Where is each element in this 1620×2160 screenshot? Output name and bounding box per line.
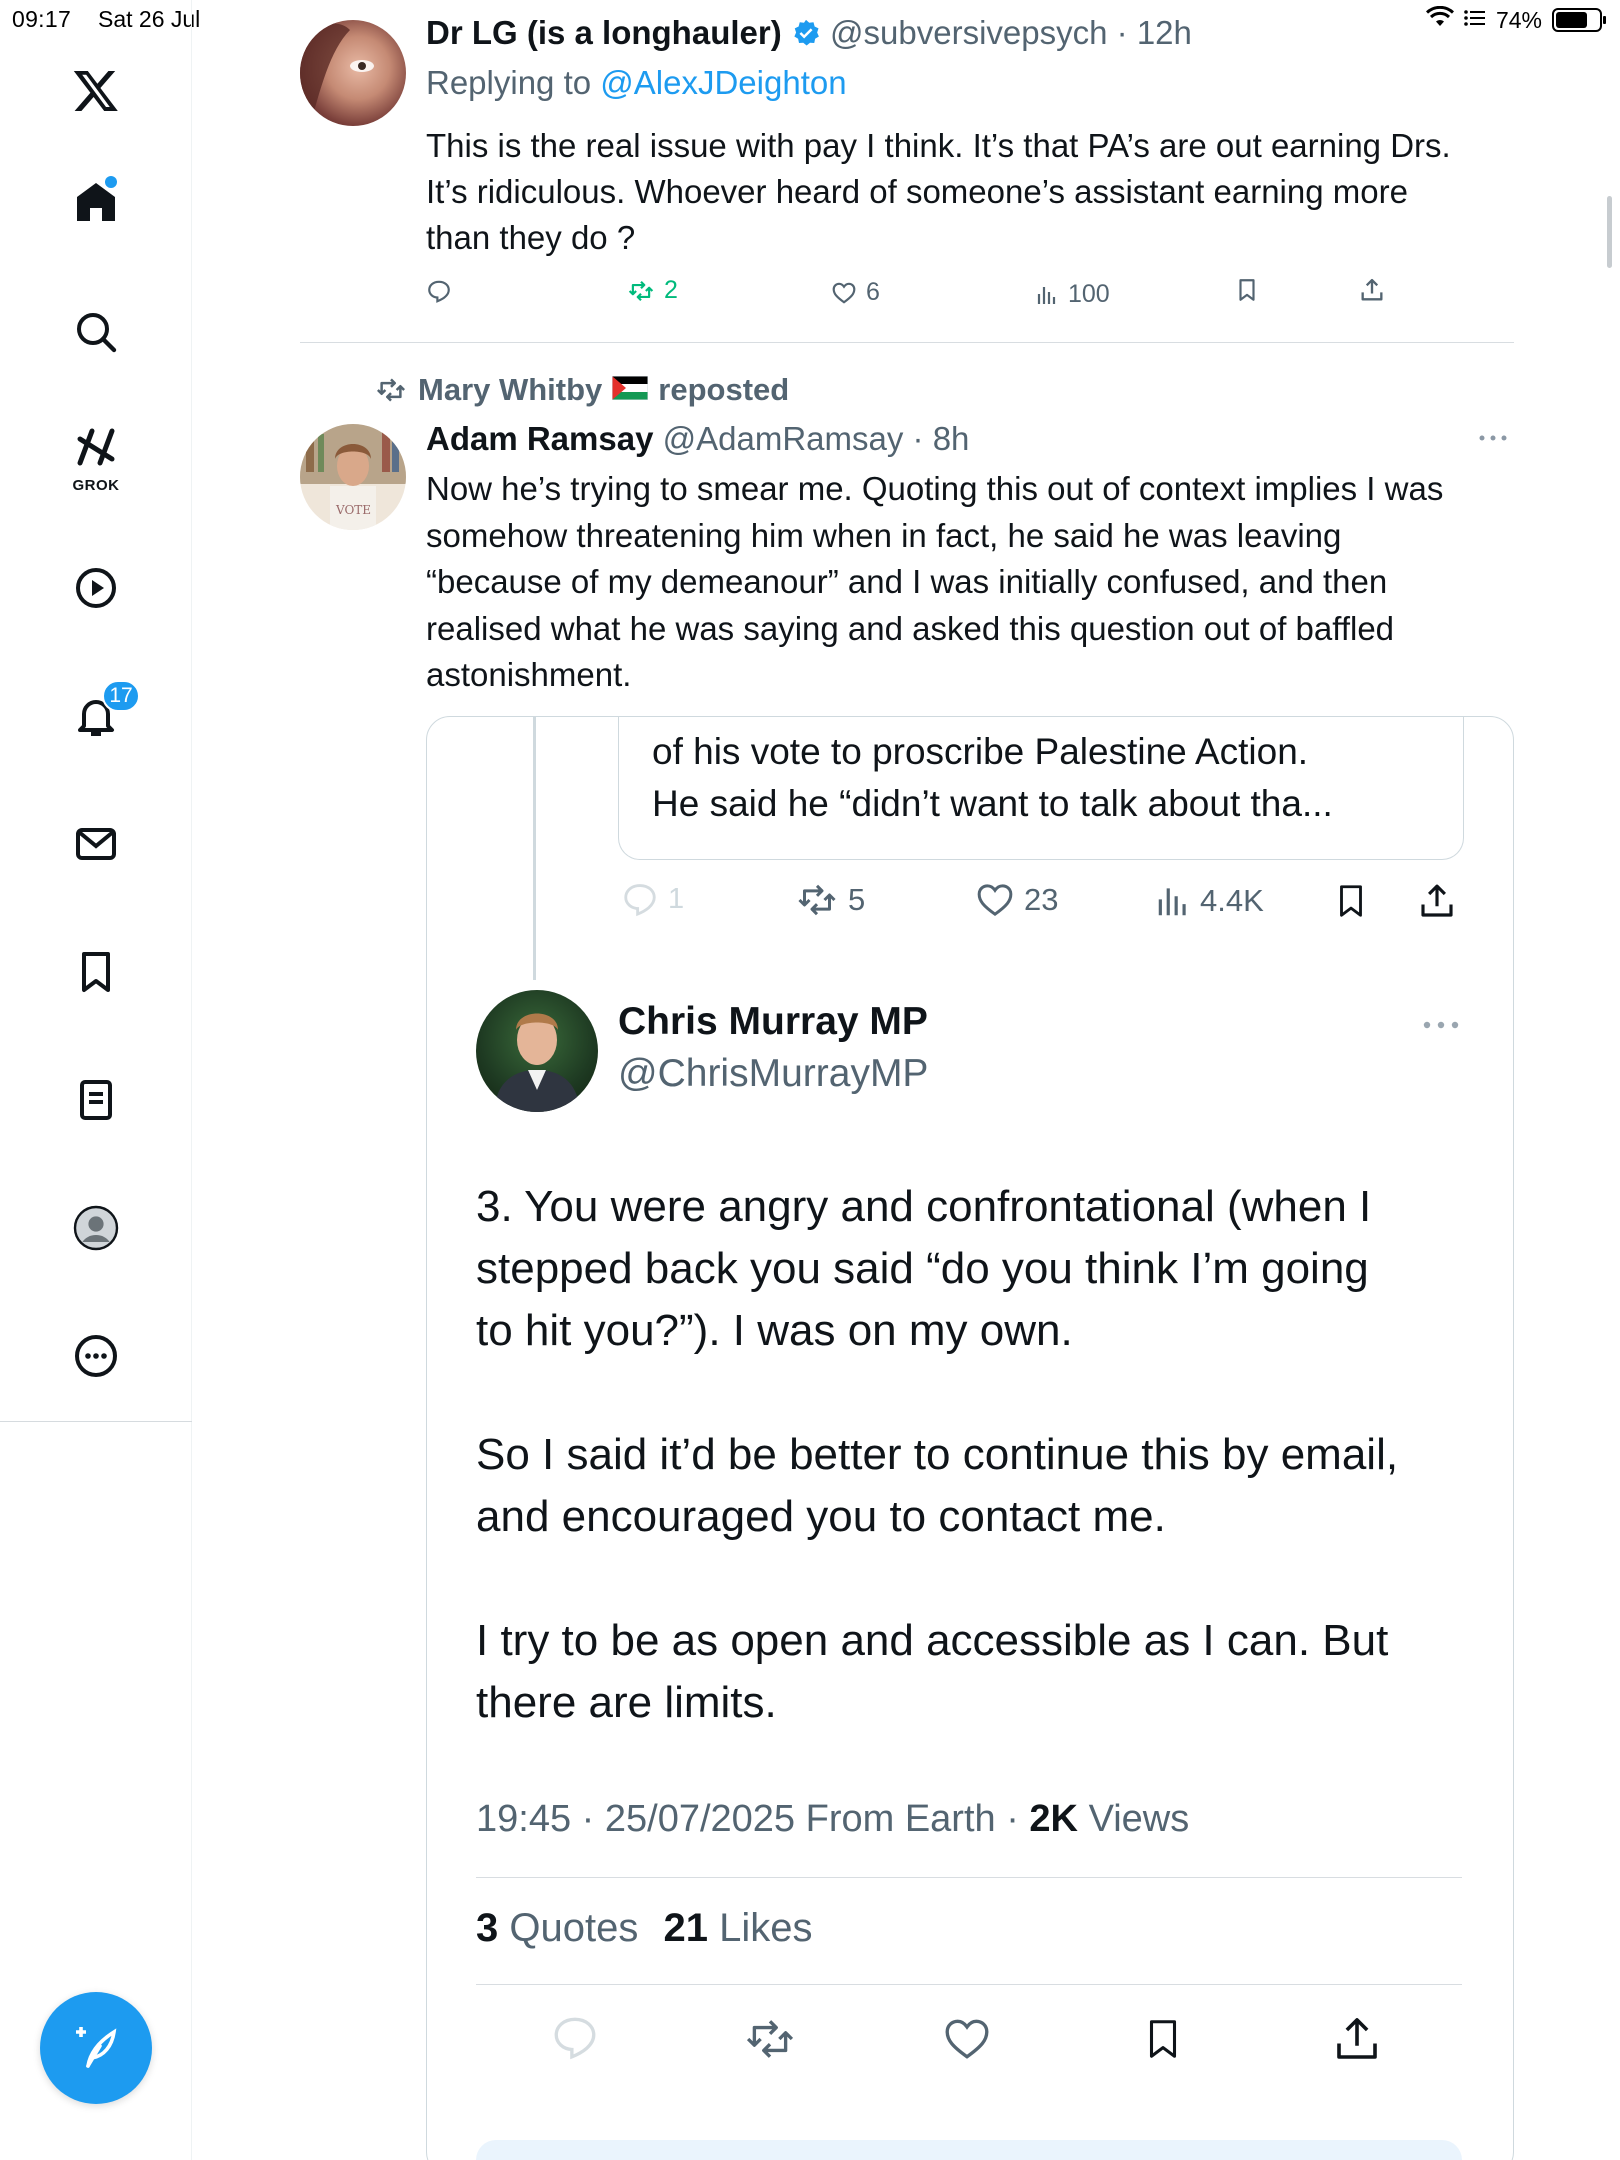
quoted-text-line: He said he “didn’t want to talk about tha... — [652, 783, 1333, 824]
reposted-by-name[interactable]: Mary Whitby — [418, 372, 603, 407]
list-document-icon — [72, 1076, 120, 1124]
tweet-text-line: astonishment. — [426, 656, 632, 693]
list-icon — [1464, 7, 1486, 34]
likes-link[interactable] — [663, 1906, 812, 1950]
nav-profile[interactable] — [58, 1190, 134, 1266]
quoted-timestamp[interactable]: 19:45 · 25/07/2025 From Earth · — [476, 1798, 1019, 1840]
views-button[interactable] — [1154, 882, 1264, 920]
like-button[interactable] — [830, 278, 880, 307]
bookmark-icon — [1234, 276, 1260, 304]
nav-explore[interactable] — [58, 294, 134, 370]
replying-prefix: Replying to — [426, 64, 592, 101]
nav-more[interactable] — [58, 1318, 134, 1394]
repost-icon — [374, 375, 408, 405]
tweet-time[interactable]: · 12h — [1116, 14, 1192, 51]
more-options-button[interactable] — [1422, 1018, 1460, 1036]
quoted-text-line: So I said it’d be better to continue this by email, — [476, 1430, 1399, 1479]
nav-messages[interactable] — [58, 806, 134, 882]
repost-icon — [740, 2014, 800, 2064]
quoted-views-count: 2K — [1029, 1798, 1078, 1840]
avatar[interactable] — [300, 20, 406, 126]
quoted-author-name — [618, 1000, 928, 1044]
reply-button[interactable] — [548, 2012, 602, 2062]
quotes-link[interactable] — [476, 1906, 638, 1950]
repost-icon — [794, 880, 840, 920]
quotes-count: 3 — [476, 1906, 499, 1950]
tweet-text — [426, 466, 1443, 699]
tweet-text-line: somehow threatening him when in fact, he said he was leaving — [426, 516, 1342, 554]
notification-badge: 17 — [102, 680, 140, 712]
scrollbar[interactable] — [1607, 196, 1612, 268]
quoted-author-handle-row — [618, 1052, 928, 1096]
reply-button[interactable] — [620, 880, 684, 918]
author-handle[interactable]: @subversivepsych — [830, 14, 1108, 51]
tweet-text-line: “because of my demeanour” and I was initially confused, and then — [426, 563, 1388, 600]
tweet-text-line: Now he’s trying to smear me. Quoting this out of context implies I was — [426, 470, 1444, 507]
quoted-meta — [476, 1798, 1189, 1841]
tweet-text-line: than they do ? — [426, 219, 636, 256]
reply-icon — [426, 278, 452, 304]
reply-count: 1 — [668, 882, 685, 915]
quoted-parent-text — [652, 726, 1333, 830]
quoted-paragraph — [476, 1610, 1388, 1734]
nav-bookmarks[interactable] — [58, 934, 134, 1010]
tweet-text-line: It’s ridiculous. Whoever heard of someone’s assistant earning more — [426, 173, 1408, 210]
views-icon — [1034, 283, 1060, 307]
quoted-text-line: stepped back you said “do you think I’m going — [476, 1244, 1369, 1293]
quoted-text-line: to hit you?”). I was on my own. — [476, 1306, 1073, 1355]
heart-icon — [940, 2014, 994, 2064]
more-circle-icon — [72, 1332, 120, 1380]
author-name[interactable]: Chris Murray MP — [618, 1000, 928, 1043]
more-horizontal-icon — [1422, 1019, 1460, 1031]
quoted-text-line: I try to be as open and accessible as I can. But — [476, 1616, 1389, 1665]
tweet-text-line: This is the real issue with pay I think. It’s that PA’s are out earning Drs. — [426, 127, 1451, 164]
battery-icon — [1552, 8, 1602, 32]
status-time: 09:17 — [12, 6, 72, 32]
reply-button[interactable] — [426, 278, 452, 304]
compose-feather-icon — [72, 2024, 120, 2072]
sidebar — [0, 0, 192, 2160]
grok-icon — [72, 423, 120, 471]
heart-icon — [830, 280, 858, 306]
quotes-label: Quotes — [509, 1906, 639, 1950]
like-count: 23 — [1024, 882, 1059, 917]
x-logo-icon[interactable] — [58, 52, 134, 128]
views-icon — [1154, 882, 1192, 920]
bookmark-icon — [1140, 2012, 1186, 2066]
tweet-time[interactable]: · 8h — [912, 420, 970, 457]
bookmark-icon — [1332, 880, 1370, 922]
status-date: Sat 26 Jul — [98, 6, 201, 32]
repost-button[interactable] — [794, 880, 865, 920]
compose-button[interactable] — [40, 1992, 152, 2104]
share-icon — [1330, 2012, 1384, 2066]
like-count: 6 — [866, 278, 880, 306]
repost-button[interactable] — [740, 2014, 800, 2064]
home-unread-dot — [105, 176, 117, 188]
tweet-divider — [300, 342, 1514, 343]
wifi-icon — [1426, 6, 1454, 34]
verified-badge-icon — [791, 18, 821, 56]
like-button[interactable] — [974, 880, 1058, 920]
reply-icon — [620, 880, 660, 918]
likes-label: Likes — [719, 1906, 813, 1950]
quoted-text-line: and encouraged you to contact me. — [476, 1492, 1166, 1541]
reposted-label: reposted — [658, 372, 790, 407]
nav-lists[interactable] — [58, 1062, 134, 1138]
avatar[interactable] — [300, 424, 406, 530]
heart-icon — [974, 880, 1016, 920]
nav-grok[interactable] — [58, 416, 134, 492]
share-button[interactable] — [1416, 880, 1458, 922]
author-name[interactable]: Dr LG (is a longhauler) — [426, 14, 782, 51]
play-circle-icon — [72, 564, 120, 612]
author-handle[interactable]: @AdamRamsay — [662, 420, 904, 457]
nav-home[interactable] — [58, 164, 134, 240]
views-count: 4.4K — [1200, 883, 1264, 918]
views-button[interactable] — [1034, 280, 1110, 309]
svg-text:VOTE: VOTE — [336, 503, 372, 517]
more-options-button[interactable] — [1478, 430, 1508, 448]
likes-count: 21 — [663, 1906, 708, 1950]
repost-icon — [626, 278, 656, 304]
bookmark-button[interactable] — [1332, 880, 1370, 922]
palestine-flag-icon — [612, 372, 648, 408]
mail-icon — [72, 820, 120, 868]
repost-button[interactable] — [626, 276, 678, 305]
bookmark-button[interactable] — [1234, 276, 1260, 304]
quoted-divider — [476, 1984, 1462, 1985]
share-button[interactable] — [1358, 276, 1386, 304]
battery-percent: 74% — [1495, 6, 1542, 33]
search-icon — [72, 308, 120, 356]
like-button[interactable] — [940, 2014, 994, 2064]
tweet2-header — [426, 420, 969, 458]
status-indicators — [1426, 6, 1602, 34]
replying-to — [426, 64, 847, 102]
quoted-text-line: 3. You were angry and confrontational (when I — [476, 1182, 1372, 1231]
more-horizontal-icon — [1478, 433, 1508, 443]
share-icon — [1416, 880, 1458, 922]
replying-handle[interactable]: @AlexJDeighton — [600, 64, 847, 101]
bookmark-button[interactable] — [1140, 2012, 1186, 2066]
quoted-text-line: of his vote to proscribe Palestine Action. — [652, 731, 1309, 772]
thread-line — [533, 716, 536, 980]
repost-count: 2 — [664, 276, 678, 304]
repost-count: 5 — [848, 882, 866, 917]
views-count: 100 — [1068, 280, 1110, 308]
avatar[interactable] — [476, 990, 598, 1112]
reply-icon — [548, 2012, 602, 2062]
author-handle[interactable]: @ChrisMurrayMP — [618, 1052, 929, 1095]
sidebar-divider — [0, 1421, 192, 1422]
author-name[interactable]: Adam Ramsay — [426, 420, 654, 457]
tweet1-header — [426, 14, 1192, 56]
quoted-views-label: Views — [1088, 1798, 1190, 1840]
nav-videos[interactable] — [58, 550, 134, 626]
reply-composer-bar[interactable] — [476, 2140, 1462, 2160]
quoted-engagement — [476, 1906, 812, 1951]
grok-label: GROK — [72, 477, 120, 494]
quoted-divider — [476, 1877, 1462, 1878]
quoted-paragraph — [476, 1424, 1398, 1548]
nav-notifications[interactable] — [58, 678, 134, 754]
share-button[interactable] — [1330, 2012, 1384, 2066]
bookmark-icon — [72, 948, 120, 996]
tweet-text — [426, 123, 1451, 261]
tweet-text-line: realised what he was saying and asked this question out of baffled — [426, 609, 1395, 647]
share-icon — [1358, 276, 1386, 304]
repost-context — [374, 372, 789, 408]
quoted-paragraph — [476, 1176, 1371, 1362]
quoted-text-line: there are limits. — [476, 1678, 777, 1727]
profile-avatar-icon — [72, 1204, 120, 1252]
